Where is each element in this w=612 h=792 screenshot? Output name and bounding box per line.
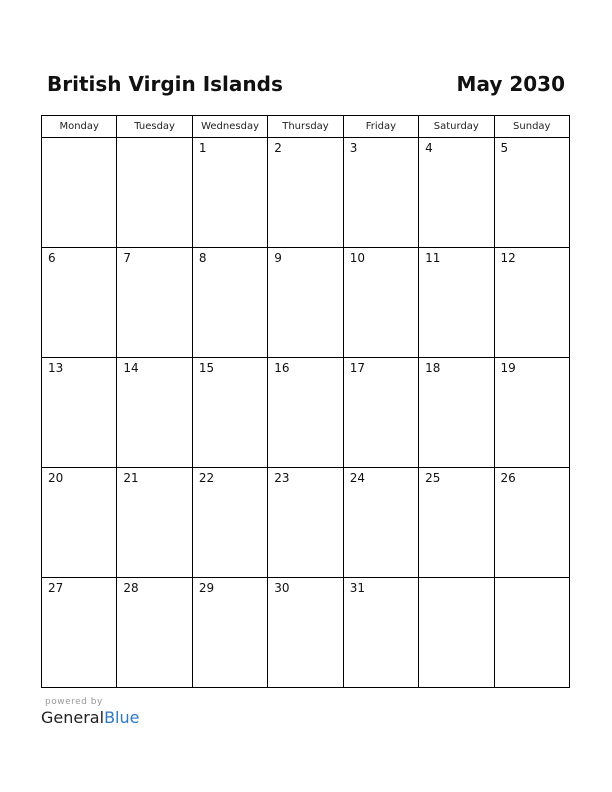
day-cell [268, 468, 343, 578]
day-number: 4 [425, 141, 433, 155]
day-number: 3 [349, 141, 358, 155]
day-number: 25 [425, 471, 441, 485]
day-cell [268, 358, 343, 468]
weekday-header-wednesday: Wednesday [192, 116, 267, 138]
day-cell [419, 468, 494, 578]
day-cell [117, 248, 192, 358]
day-number: 21 [123, 471, 139, 485]
day-cell [494, 578, 569, 688]
weekday-header-thursday: Thursday [268, 116, 343, 138]
day-number: 27 [48, 581, 64, 595]
day-number [117, 138, 191, 141]
brand-blue-text: Blue [104, 708, 140, 727]
weekday-header-row [42, 116, 570, 138]
day-cell [419, 248, 494, 358]
day-cell [343, 358, 418, 468]
week-row [42, 468, 570, 578]
day-cell [117, 468, 192, 578]
day-cell [494, 248, 569, 358]
generalblue-logo[interactable] [41, 708, 139, 727]
day-number: 28 [123, 581, 139, 595]
day-number: 6 [48, 251, 56, 265]
day-number: 26 [500, 471, 516, 485]
day-cell [42, 138, 117, 248]
weekday-header-friday: Friday [343, 116, 418, 138]
day-cell [343, 138, 418, 248]
day-number: 18 [425, 361, 441, 375]
day-cell [343, 248, 418, 358]
day-cell [419, 358, 494, 468]
day-number: 19 [500, 361, 516, 375]
day-number: 20 [48, 471, 64, 485]
day-number: 17 [349, 361, 365, 375]
day-number: 29 [198, 581, 215, 595]
day-number: 22 [198, 471, 215, 485]
day-number [419, 578, 493, 581]
day-cell [117, 138, 192, 248]
day-cell [117, 578, 192, 688]
day-cell [192, 248, 267, 358]
day-cell [42, 248, 117, 358]
day-number [495, 578, 569, 581]
day-number: 24 [349, 471, 365, 485]
day-cell [42, 468, 117, 578]
month-title: May 2030 [456, 72, 565, 96]
day-number: 30 [274, 581, 290, 595]
day-cell [268, 578, 343, 688]
brand-general-text: General [41, 708, 105, 727]
day-number: 13 [48, 361, 64, 375]
weekday-header-saturday: Saturday [419, 116, 494, 138]
day-number: 5 [500, 141, 509, 155]
day-number: 10 [349, 251, 365, 265]
week-row [42, 138, 570, 248]
week-row [42, 358, 570, 468]
weekday-header-sunday: Sunday [494, 116, 569, 138]
day-number: 7 [123, 251, 132, 265]
day-cell [192, 578, 267, 688]
day-cell [268, 248, 343, 358]
calendar-grid [41, 115, 570, 688]
day-number: 31 [349, 581, 365, 595]
day-number: 11 [425, 251, 441, 265]
day-number: 16 [274, 361, 290, 375]
day-cell [343, 468, 418, 578]
day-cell [419, 138, 494, 248]
day-number [42, 138, 116, 141]
day-cell [268, 138, 343, 248]
week-row [42, 578, 570, 688]
day-number: 12 [500, 251, 516, 265]
week-row [42, 248, 570, 358]
day-number: 23 [274, 471, 290, 485]
powered-by-label: powered by [45, 697, 103, 707]
day-cell [192, 358, 267, 468]
weekday-header-tuesday: Tuesday [117, 116, 192, 138]
day-number: 9 [274, 251, 282, 265]
day-cell [192, 468, 267, 578]
day-cell [192, 138, 267, 248]
day-number: 1 [198, 141, 207, 155]
day-cell [494, 468, 569, 578]
day-cell [343, 578, 418, 688]
day-cell [42, 578, 117, 688]
day-number: 2 [274, 141, 282, 155]
day-cell [42, 358, 117, 468]
day-cell [494, 138, 569, 248]
weekday-header-monday: Monday [42, 116, 117, 138]
region-title: British Virgin Islands [47, 72, 283, 96]
day-cell [419, 578, 494, 688]
day-number: 14 [123, 361, 139, 375]
day-number: 8 [198, 251, 207, 265]
day-number: 15 [198, 361, 215, 375]
day-cell [494, 358, 569, 468]
day-cell [117, 358, 192, 468]
